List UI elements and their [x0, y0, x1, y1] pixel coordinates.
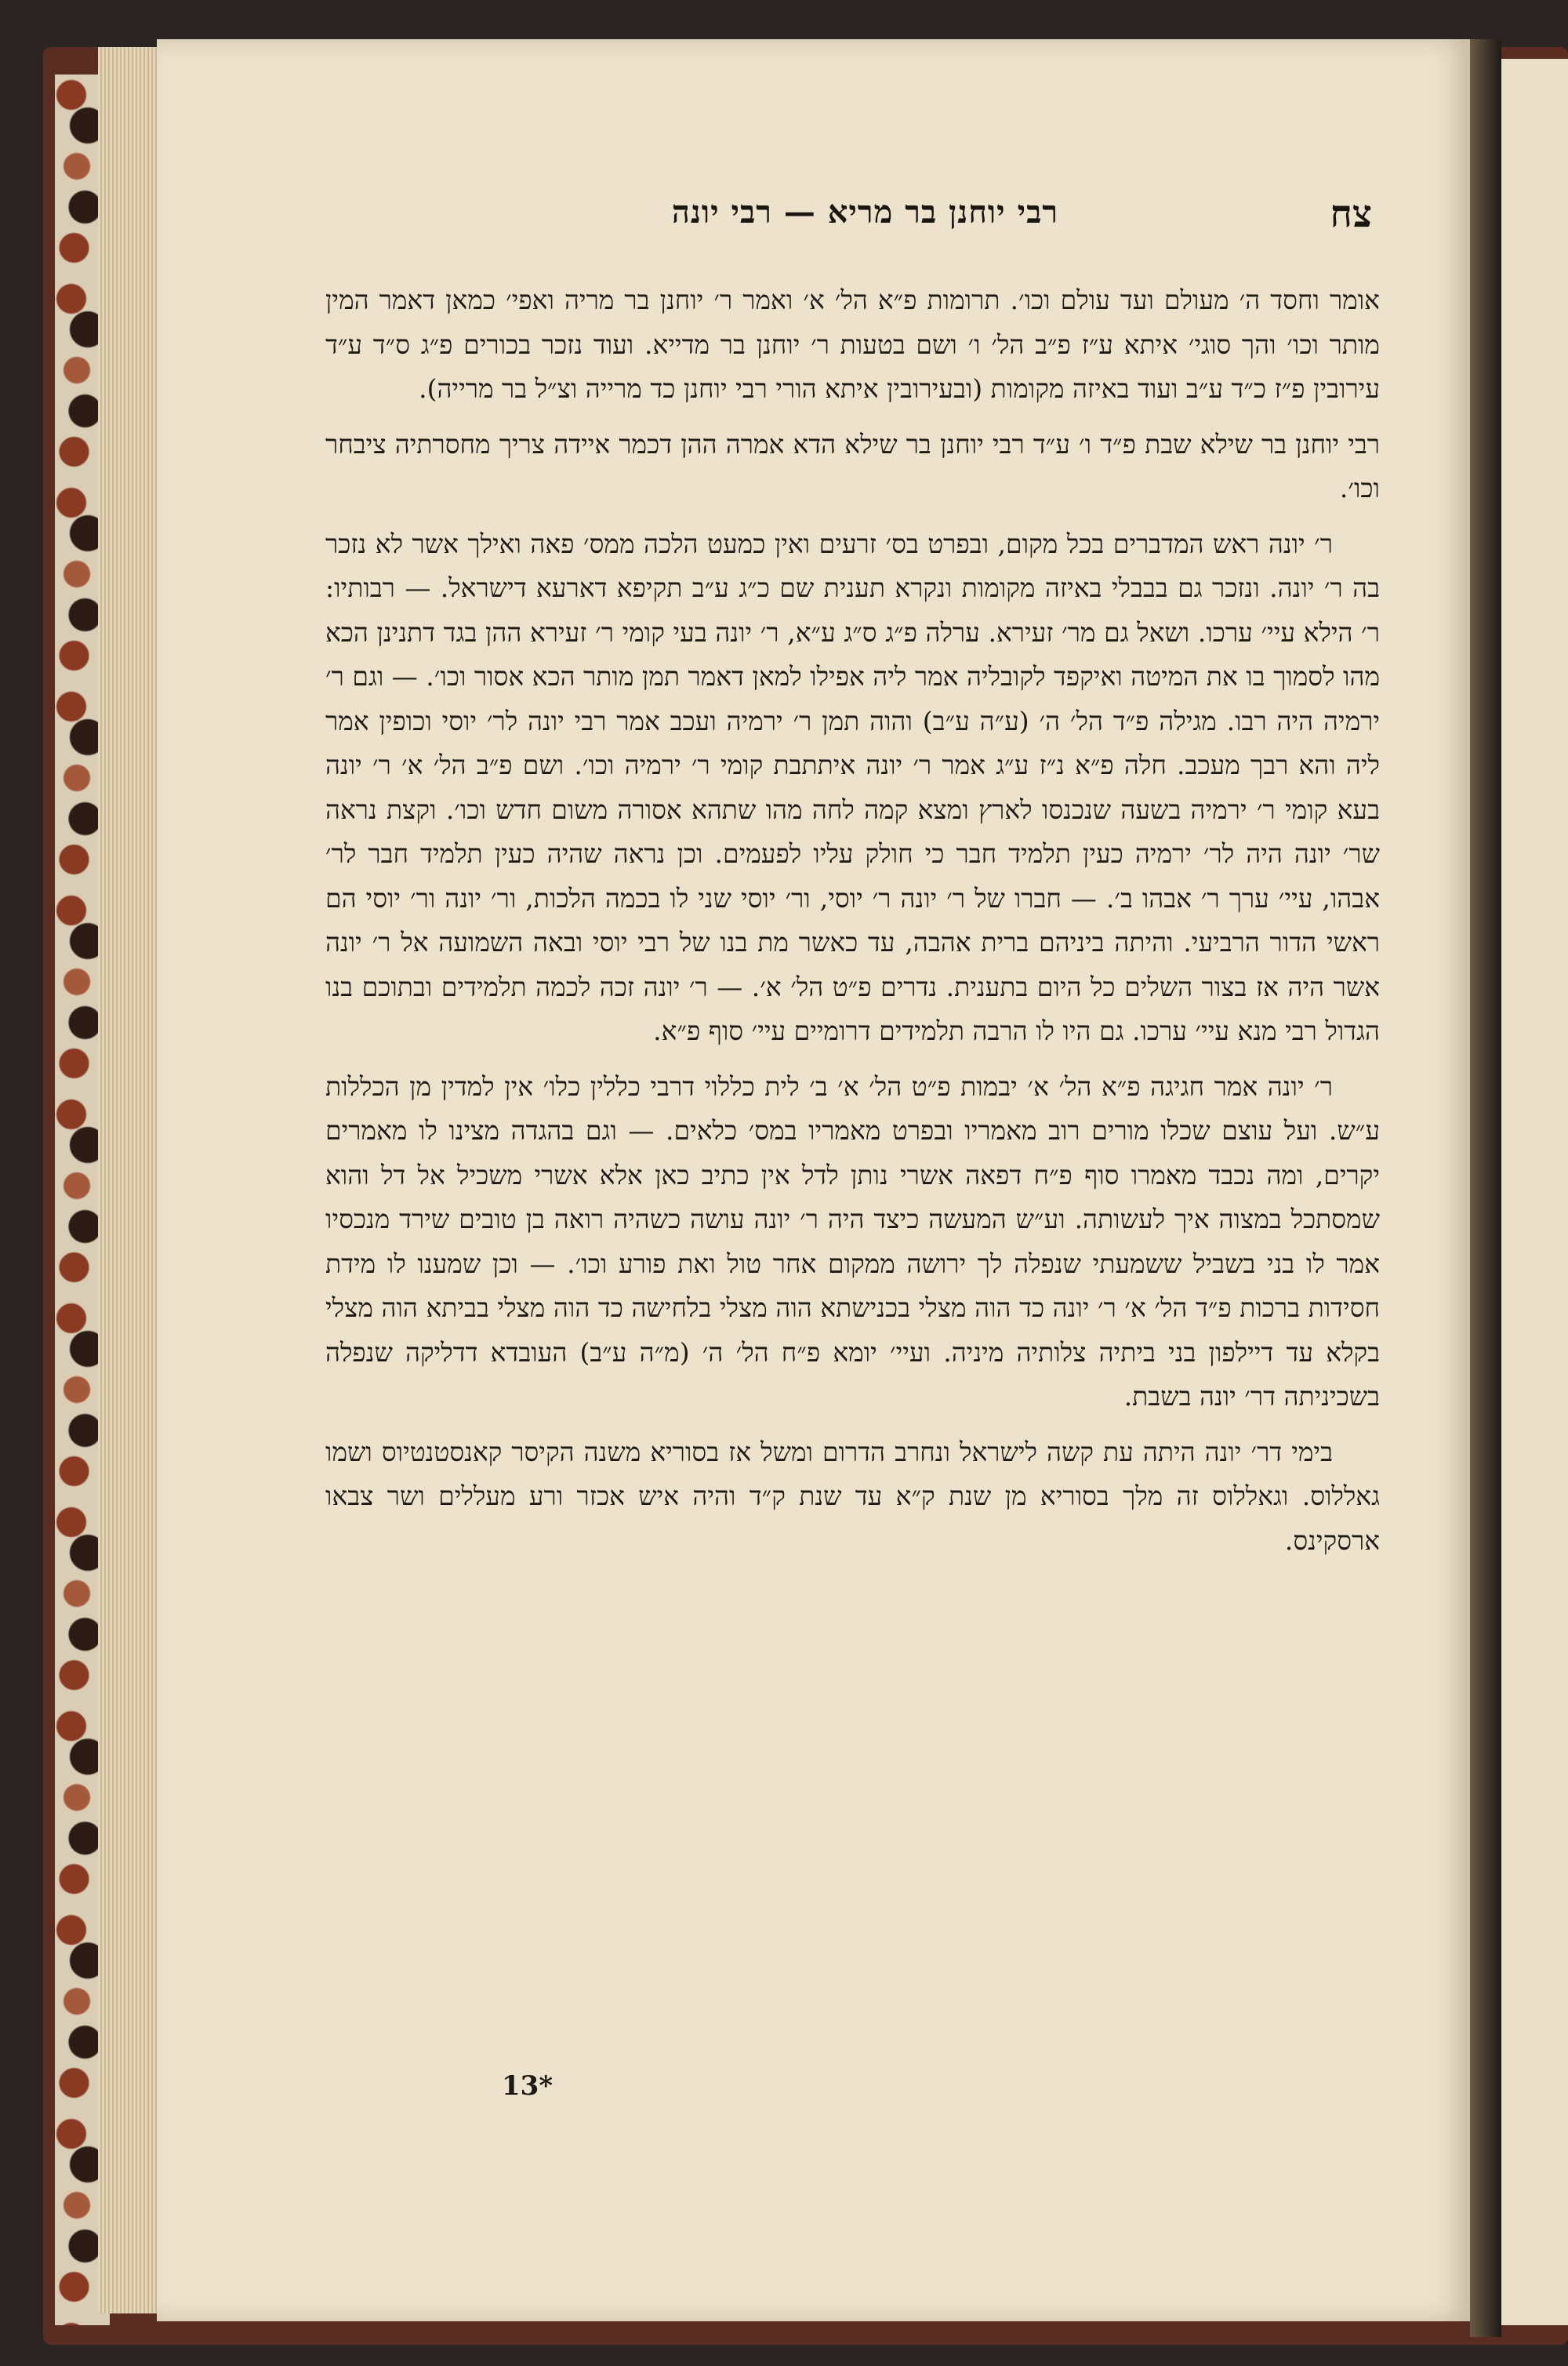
running-title: רבי יוחנן בר מריא — רבי יונה: [671, 194, 1058, 231]
paragraph: רבי יוחנן בר שילא שבת פ״ד ו׳ ע״ד רבי יוחנן בר שילא הדא אמרה ההן דכמר איידה צריך מחסרתיה ציבחר וכו׳.: [325, 428, 1380, 503]
paragraph: ר׳ יונה ראש המדברים בכל מקום, ובפרט בס׳ זרעים ואין כמעט הלכה ממס׳ פאה ואילך אשר לא נזכר בה ר׳ יונה. ונזכר גם בבבלי באיזה מקומות ונקרא תענית שם כ״ג ע״ב תקיפא דארעא דישראל. — רבותיו: ר׳ הילא עיי׳ ערכו. ושאל גם מר׳ זעירא. ערלה פ״ג ס״ג ע״א, ר׳ יונה בעי קומי ר׳ זעירא ההן בגד דתנינן הכא מהו לסמוך בו את המיטה ואיקפד לקובליה אמר ליה אפילו למאן דאמר תמן מותר הכא אסור וכו׳. — וגם ר׳ ירמיה היה רבו. מגילה פ״ד הל׳ ה׳ (ע״ה ע״ב) והוה תמן ר׳ ירמיה ועכב אמר רבי יונה לר׳ יוסי וכופין אמר ליה והא רבך מעכב. חלה פ״א נ״ז ע״ג אמר ר׳ יונה איתתבת קומי ר׳ ירמיה וכו׳. ושם פ״ב הל׳ א׳ ר׳ יונה בעא קומי ר׳ ירמיה בשעה שנכנסו לארץ ומצא קמה לחה מהו שתהא אסורה משום חדש וכו׳. וקצת נראה שר׳ יונה היה לר׳ ירמיה כעין תלמיד חבר כי חולק עליו לפעמים. וכן נראה שהיה כעין תלמיד חבר לר׳ אבהו, עיי׳ ערך ר׳ אבהו ב׳. — חברו של ר׳ יונה ר׳ יוסי, ור׳ יוסי שני לו בכמה הלכות, ור׳ יונה ור׳ יוסי הם ראשי הדור הרביעי. והיתה ביניהם ברית אהבה, עד כאשר מת בנו של רבי יוסי ובאה השמועה אל ר׳ יונה אשר היה אז בצור השלים כל היום בתענית. נדרים פ״ט הל׳ א׳. — ר׳ יונה זכה לכמה תלמידים ובתוכם בנו הגדול רבי מנא עיי׳ ערכו. גם היו לו הרבה תלמידים דרומיים עיי׳ סוף פ״א.: [325, 528, 1380, 1046]
book-gutter: [1470, 39, 1501, 2337]
page-header: [329, 192, 1372, 247]
facing-page: [1501, 59, 1568, 2325]
signature-mark: 13*: [502, 2070, 554, 2102]
body-text: [325, 278, 1380, 1563]
page-number-hebrew: צח: [1330, 192, 1372, 236]
paragraph: אומר וחסד ה׳ מעולם ועד עולם וכו׳. תרומות פ״א הל׳ א׳ ואמר ר׳ יוחנן בר מריה ואפי׳ כמאן דאמר המין מותר וכו׳ והך סוגי׳ איתא ע״ז פ״ב הל׳ ו׳ ושם בטעות ר׳ יוחנן בר מדייא. ועוד נזכר בכורים פ״ג ס״ד ע״ד עירובין פ״ז כ״ד ע״ב ועוד באיזה מקומות (ובעירובין איתא הורי רבי יוחנן כד מרייה וצ״ל בר מרייה).: [325, 285, 1380, 404]
paragraph: ר׳ יונה אמר חגיגה פ״א הל׳ א׳ יבמות פ״ט הל׳ א׳ ב׳ לית כללוי דרבי כללין כלו׳ אין למדין מן הכללות ע״ש. ועל עוצם שכלו מורים רוב מאמריו ובפרט מאמריו במס׳ כלאים. — וגם בהגדה מצינו לו מאמרים יקרים, ומה נכבד מאמרו סוף פ״ח דפאה אשרי נותן לדל אין כתיב כאן אלא אשרי משכיל אל דל והוא שמסתכל במצוה איך לעשותה. וע״ש המעשה כיצד היה ר׳ יונה עושה כשהיה רואה בן טובים שירד מנכסיו אמר לו בני בשביל ששמעתי שנפלה לך ירושה ממקום אחר טול ואת פורע וכו׳. — וכן שמענו לו מידת חסידות ברכות פ״ד הל׳ א׳ ר׳ יונה כד הוה מצלי בכנישתא הוה מצלי בלחישה כד הוה מצלי בביתא הוה מצלי בקלא עד דיילפון בני ביתיה צלותיה מיניה. ועיי׳ יומא פ״ח הל׳ ה׳ (מ״ה ע״ב) העובדא דדליקה שנפלה בשכיניתה דר׳ יונה בשבת.: [325, 1070, 1380, 1412]
paragraph: בימי דר׳ יונה היתה עת קשה לישראל ונחרב הדרום ומשל אז בסוריא משנה הקיסר קאנסטנטיוס ושמו גאללוס. וגאללוס זה מלך בסוריא מן שנת ק״א עד שנת ק״ד והיה איש אכזר ורע מעללים ושר צבאו ארסקינס.: [325, 1436, 1380, 1556]
page-edges: [98, 47, 165, 2313]
